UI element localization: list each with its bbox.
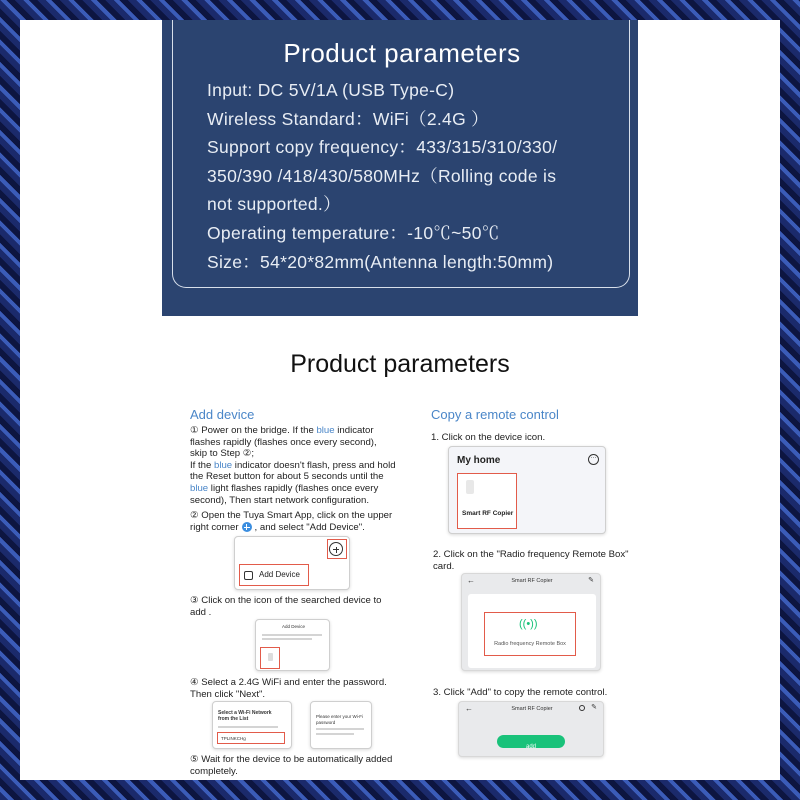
add-step1: ① Power on the bridge. If the blue indicator flashes rapidly (flashes once every second), skip to Step ②; If the blue indicator doesn't flash, press and hold the Reset button for about 5 seconds until the blue light flashes rapidly (flashes once every second), Then start network configuration. xyxy=(190,425,396,506)
plus-circle-icon xyxy=(242,522,252,532)
plus-highlight xyxy=(327,539,347,559)
param-frequency-2: 350/390 /418/430/580MHz（Rolling code is xyxy=(207,165,557,186)
copy-step1: 1. Click on the device icon. xyxy=(431,432,546,443)
add-device-screenshot xyxy=(234,536,350,590)
wifi-ssid-field[interactable] xyxy=(217,732,285,744)
add-device-menu-item[interactable] xyxy=(239,564,309,586)
device-card-name: Smart RF Copier xyxy=(462,510,514,517)
my-home-screenshot xyxy=(448,446,606,534)
add-step5: ⑤ Wait for the device to be automatically added completely. xyxy=(190,754,393,777)
add-remote-screenshot xyxy=(458,701,604,757)
my-home-title: My home xyxy=(457,455,501,466)
wifi-select-title: Select a Wi-Fi Network from the List xyxy=(218,710,272,722)
parameters-title: Product parameters xyxy=(283,38,521,68)
wireless-signal-icon: ((•)) xyxy=(519,618,538,630)
device-card[interactable] xyxy=(457,473,517,529)
device-thumbnail xyxy=(466,480,474,494)
add-step4: ④ Select a 2.4G WiFi and enter the password. Then click "Next". xyxy=(190,677,387,700)
copy-remote-heading: Copy a remote control xyxy=(431,407,559,422)
wifi-password-screenshot xyxy=(310,701,372,749)
param-input: Input: DC 5V/1A (USB Type-C) xyxy=(207,80,455,100)
wifi-password-title: Please enter your Wi-Fi password xyxy=(316,714,364,725)
add-button[interactable] xyxy=(497,735,565,748)
add-step3: ③ Click on the icon of the searched device to add . xyxy=(190,595,382,618)
device-icon xyxy=(268,653,273,661)
rf-copier-screenshot xyxy=(461,573,601,671)
add-button-label: add xyxy=(525,744,536,750)
wifi-select-screenshot xyxy=(212,701,292,749)
found-device-highlight[interactable] xyxy=(260,647,280,669)
add-device-screen-title: Add Device xyxy=(281,624,305,629)
rf-remote-box-label: Radio frequency Remote Box xyxy=(494,641,566,647)
param-temperature: Operating temperature：-10℃~50℃ xyxy=(207,222,500,243)
param-size: Size：54*20*82mm(Antenna length:50mm) xyxy=(207,251,554,272)
wifi-ssid: TPLINKCHg xyxy=(221,735,246,741)
info-icon[interactable] xyxy=(579,705,585,711)
add-device-label: Add Device xyxy=(259,570,300,579)
param-wireless: Wireless Standard：WiFi（2.4G ） xyxy=(207,108,489,129)
rf-screen-title: Smart RF Copier xyxy=(511,578,553,584)
edit-icon[interactable]: ✎ xyxy=(588,577,594,584)
add-screen-title: Smart RF Copier xyxy=(511,706,553,712)
rf-remote-box-card[interactable] xyxy=(484,612,576,656)
scan-icon xyxy=(244,571,253,580)
back-arrow-icon-2[interactable]: ← xyxy=(465,704,473,713)
add-device-heading: Add device xyxy=(190,407,255,422)
copy-step2: 2. Click on the "Radio frequency Remote Box" card. xyxy=(433,549,629,572)
copy-step3: 3. Click "Add" to copy the remote control. xyxy=(433,687,608,698)
param-frequency-3: not supported.） xyxy=(207,194,341,215)
searched-device-screenshot xyxy=(255,619,330,671)
parameters-list xyxy=(207,76,617,276)
add-step2: ② Open the Tuya Smart App, click on the upper right corner , and select "Add Device". xyxy=(190,510,393,533)
section-title: Product parameters xyxy=(290,350,510,378)
more-icon[interactable]: ··· xyxy=(588,454,599,465)
parameters-panel xyxy=(162,20,638,316)
param-frequency-1: Support copy frequency：433/315/310/330/ xyxy=(207,137,558,158)
parameters-box xyxy=(172,20,630,288)
back-arrow-icon[interactable]: ← xyxy=(467,576,475,585)
edit-icon-2[interactable]: ✎ xyxy=(591,704,597,711)
